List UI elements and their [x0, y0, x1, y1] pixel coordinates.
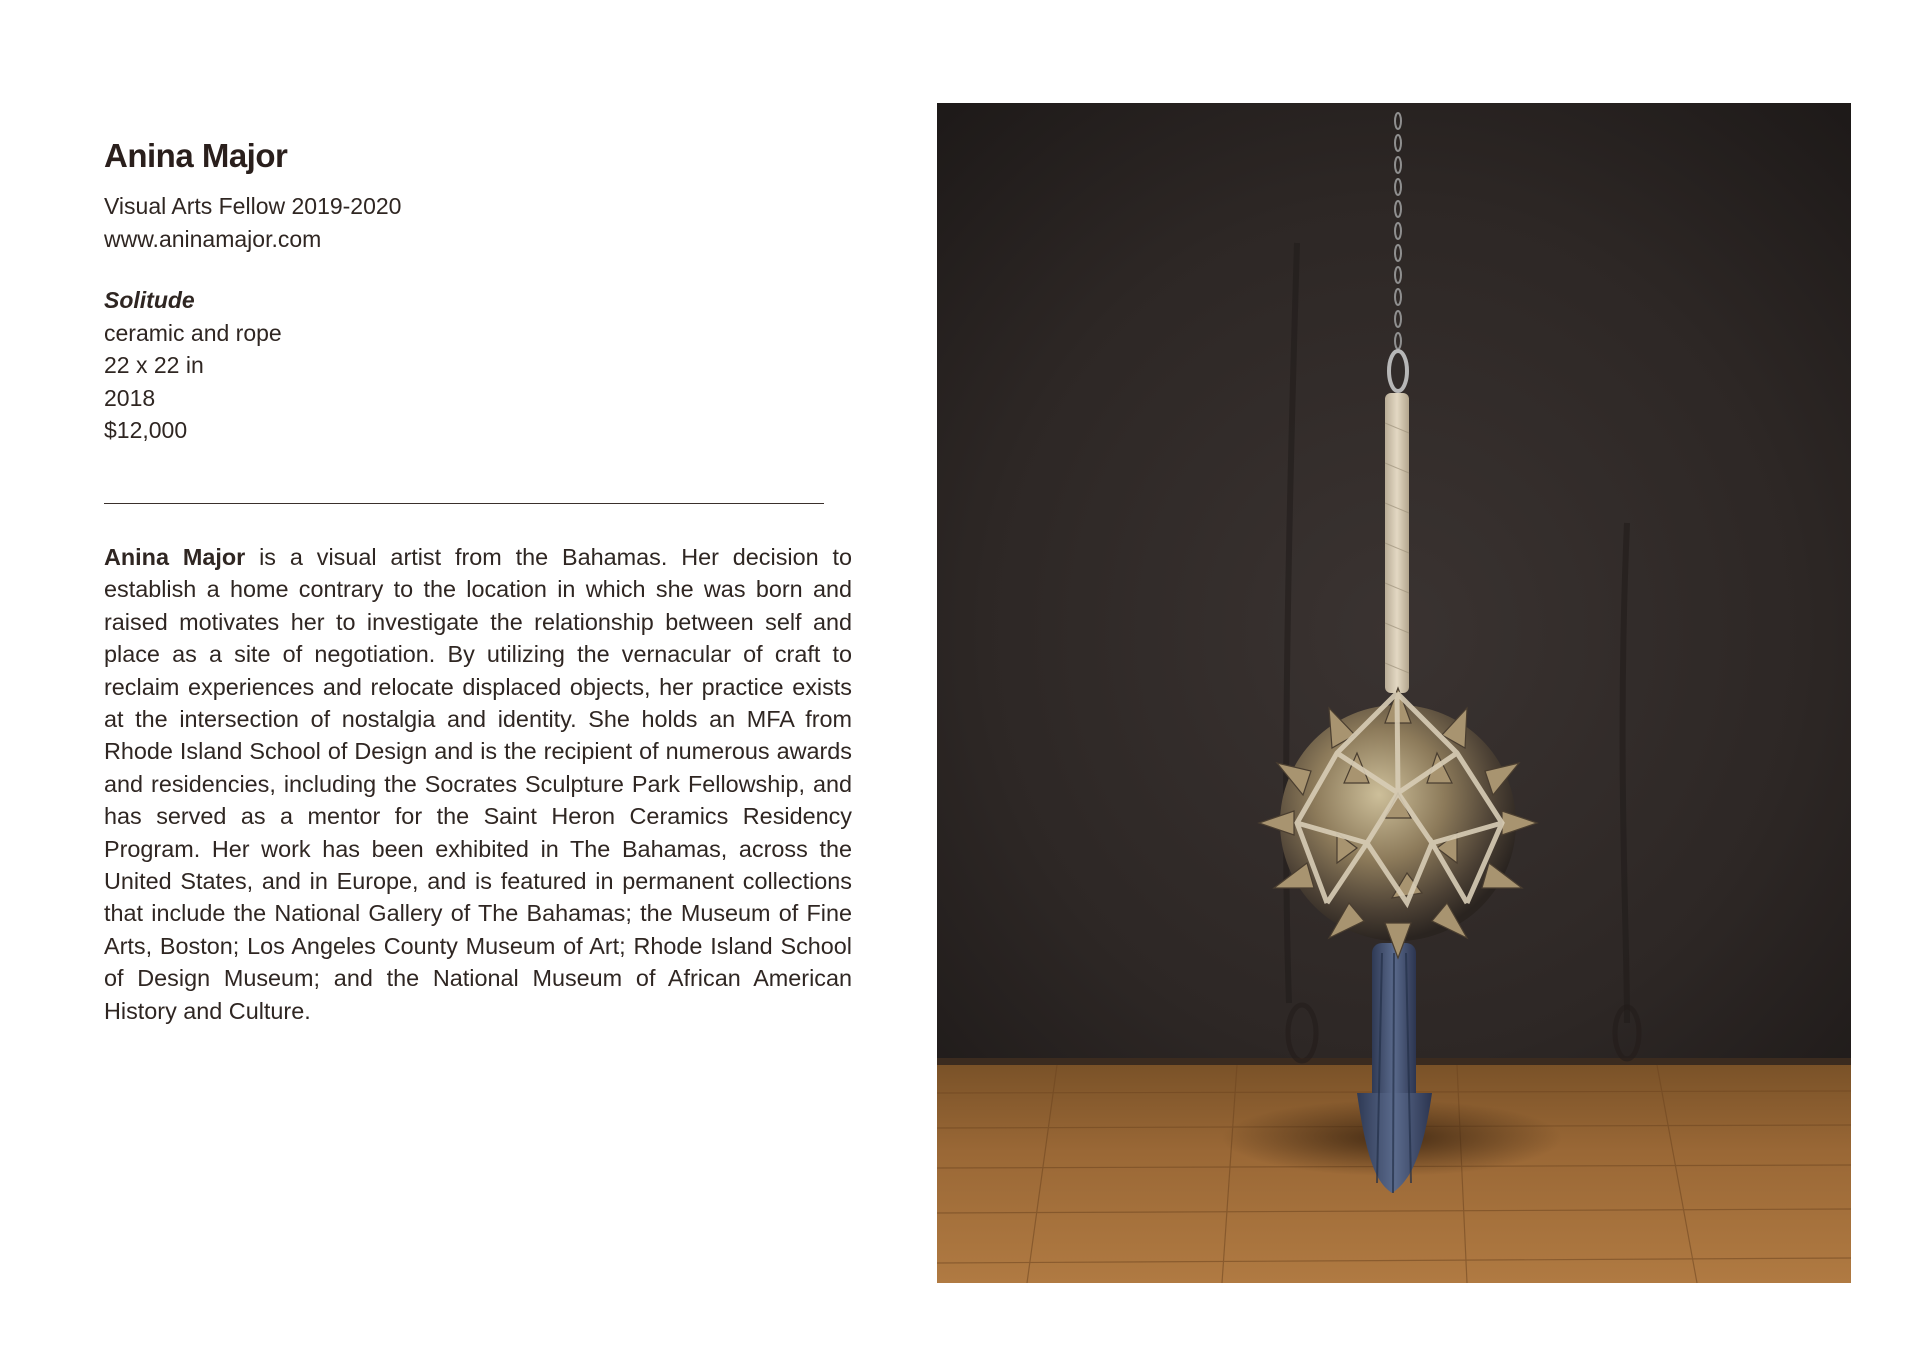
section-divider [104, 503, 824, 504]
bio-text: is a visual artist from the Bahamas. Her decision to establish a home contrary to the location in which she was born and raised motivates her to investigate the relationship between self and place as a site of negotiation. By utilizing the vernacular of craft to reclaim experiences and relocate displaced objects, her practice exists at the intersection of nostalgia and identity. She holds an MFA from Rhode Island School of Design and is the recipient of numerous awards and residencies, including the Socrates Sculpture Park Fellowship, and has served as a mentor for the Saint Heron Ceramics Residency Program. Her work has been exhibited in The Bahamas, across the United States, and in Europe, and is featured in permanent collections that include the National Gallery of The Bahamas; the Museum of Fine Arts, Boston; Los Angeles County Museum of Art; Rhode Island School of Design Museum; and the National Museum of African American History and Culture. [104, 544, 852, 1024]
artwork-title: Solitude [104, 287, 195, 313]
sculpture-image [937, 103, 1851, 1283]
artwork-price: $12,000 [104, 417, 188, 443]
artwork-year: 2018 [104, 384, 156, 411]
artwork-medium: ceramic and rope [104, 319, 282, 346]
fellowship-label: Visual Arts Fellow 2019-2020 [104, 193, 402, 219]
artist-details [104, 190, 856, 255]
bio-artist-name: Anina Major [104, 544, 246, 570]
artwork-info [104, 128, 856, 447]
artwork-photo [937, 103, 1851, 1283]
artwork-dimensions: 22 x 22 in [104, 352, 204, 378]
artist-name: Anina Major [104, 137, 288, 174]
artwork-details [104, 284, 856, 447]
artist-website-link[interactable]: www.aninamajor.com [104, 225, 322, 252]
artist-bio [104, 541, 852, 1027]
